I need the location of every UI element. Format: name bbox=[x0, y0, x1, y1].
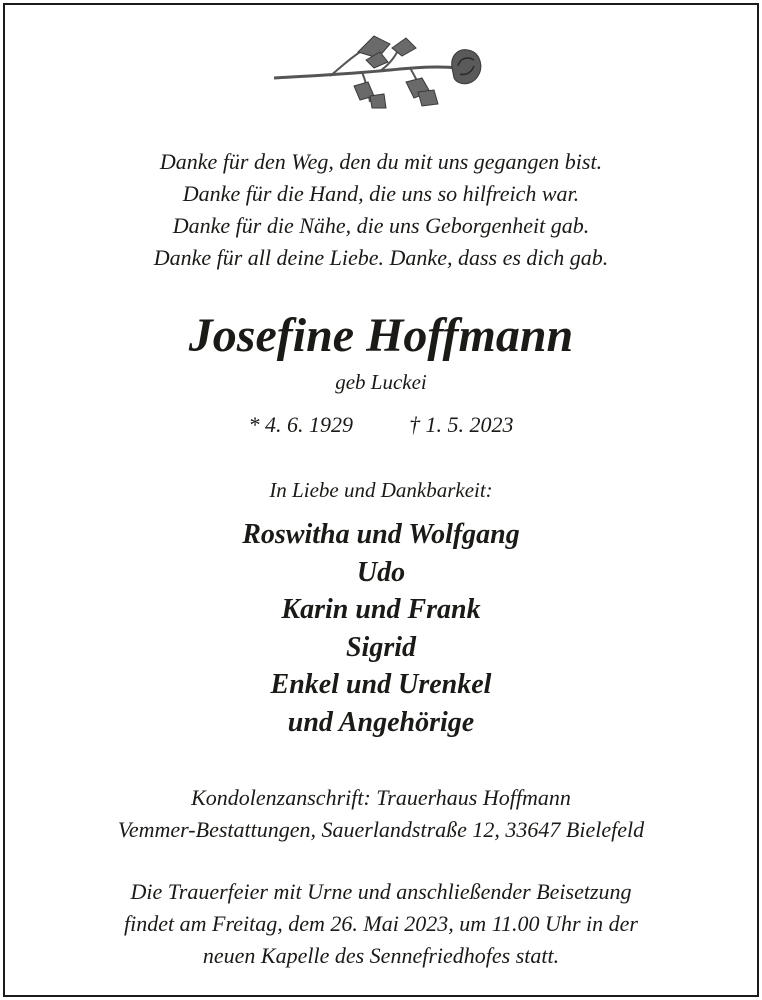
condolence-line: Vemmer-Bestattungen, Sauerlandstraße 12, 33647 Bielefeld bbox=[117, 817, 645, 842]
poem bbox=[0, 146, 762, 274]
condolence-line: Kondolenzanschrift: Trauerhaus Hoffmann bbox=[191, 785, 571, 810]
mourner-name: Roswitha und Wolfgang bbox=[242, 519, 520, 550]
death-date: † 1. 5. 2023 bbox=[409, 412, 514, 437]
funeral-line: neuen Kapelle des Sennefriedhofes statt. bbox=[202, 943, 560, 968]
mourners-list bbox=[0, 516, 762, 741]
poem-line: Danke für all deine Liebe. Danke, dass es dich gab. bbox=[153, 245, 609, 270]
funeral-line: Die Trauerfeier mit Urne und anschließender Beisetzung bbox=[130, 879, 632, 904]
life-dates bbox=[0, 410, 762, 440]
mourner-name: Sigrid bbox=[345, 631, 417, 663]
deceased-name: Josefine Hoffmann bbox=[188, 309, 574, 362]
mourner-name: Karin und Frank bbox=[281, 594, 481, 625]
poem-line: Danke für die Hand, die uns so hilfreich war. bbox=[182, 181, 580, 206]
funeral-info bbox=[0, 876, 762, 972]
poem-line: Danke für den Weg, den du mit uns gegangen bist. bbox=[159, 149, 603, 174]
mourner-name: und Angehörige bbox=[287, 706, 475, 738]
mourners-intro: In Liebe und Dankbarkeit: bbox=[269, 478, 493, 502]
funeral-line: findet am Freitag, dem 26. Mai 2023, um 11.00 Uhr in der bbox=[124, 911, 638, 936]
condolence-address bbox=[0, 782, 762, 846]
birth-date: * 4. 6. 1929 bbox=[248, 412, 353, 437]
mourner-name: Enkel und Urenkel bbox=[270, 669, 492, 700]
poem-line: Danke für die Nähe, die uns Geborgenheit gab. bbox=[172, 213, 590, 238]
rose-icon bbox=[270, 30, 485, 110]
mourner-name: Udo bbox=[356, 556, 406, 588]
maiden-name: geb Luckei bbox=[335, 370, 427, 394]
